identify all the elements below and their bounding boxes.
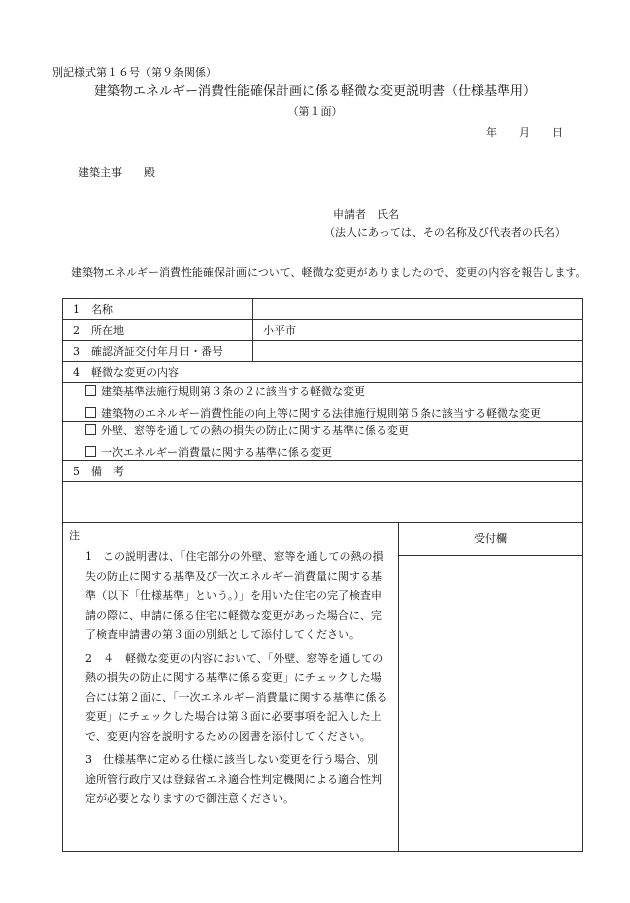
notes-header: 注 (69, 529, 80, 542)
table-row (63, 422, 583, 461)
note-item: 2 ４ 軽微な変更の内容において、「外壁、窓等を通しての熱の損失の防止に関する基準に係る変更」にチェックした場合には第２面に、「一次エネルギー消費量に関する基準に係る変更」にチェックした場合は第３面に必要事項を記入した上で、変更内容を説明するための図書を添付してください。 (85, 651, 388, 743)
check-item[interactable] (85, 422, 572, 438)
row-label-location: 2 所在地 (63, 320, 253, 341)
check-label: 建築物のエネルギー消費性能の向上等に関する法律施行規則第５条に該当する軽微な変更 (101, 407, 541, 420)
table-row (63, 362, 583, 383)
remarks-header: 5 備 考 (63, 461, 583, 482)
table-row (63, 341, 583, 362)
checkbox[interactable] (85, 424, 96, 435)
page-number: （第１面） (287, 105, 343, 118)
check-item[interactable] (85, 444, 572, 460)
document-title: 建築物エネルギー消費性能確保計画に係る軽微な変更説明書（仕様基準用） (93, 84, 536, 99)
check-label: 一次エネルギー消費量に関する基準に係る変更 (101, 446, 332, 459)
form-table (62, 298, 583, 852)
check-item[interactable] (85, 405, 572, 421)
change-content-header: 4 軽微な変更の内容 (63, 362, 583, 383)
table-row (63, 461, 583, 482)
intro-text: 建築物エネルギー消費性能確保計画について、軽微な変更がありましたので、変更の内容を報告します。 (71, 266, 587, 279)
applicant-note: （法人にあっては、その名称及び代表者の氏名） (324, 226, 566, 239)
table-row (63, 299, 583, 320)
notes-section (63, 523, 399, 852)
applicant-name-label: 申請者 氏名 (333, 208, 399, 221)
note-item: 3 仕様基準に定める仕様に該当しない変更を行う場合、別途所管行政庁又は登録省エネ適合性判定機関による適合性判定が必要となりますので御注意ください。 (85, 753, 382, 805)
row-label-name: 1 名称 (63, 299, 253, 320)
table-row (63, 482, 583, 523)
note-item: 1 この説明書は、「住宅部分の外壁、窓等を通しての熱の損失の防止に関する基準及び一次エネルギー消費量に関する基準（以下「仕様基準」という。）」を用いた住宅の完了検査申請の際に、申請に係る住宅に軽微な変更があった場合に、完了検査申請書の第３面の別紙として添付してください。 (85, 550, 384, 641)
date-field: 年 月 日 (486, 126, 563, 139)
checkbox[interactable] (85, 385, 96, 396)
checkbox[interactable] (85, 446, 96, 457)
row-label-certificate: 3 確認済証交付年月日・番号 (63, 341, 253, 362)
check-label: 建築基準法施行規則第３条の２に該当する軽微な変更 (101, 385, 365, 398)
addressee: 建築主事 殿 (78, 166, 155, 179)
receipt-section (399, 523, 583, 852)
certificate-value[interactable] (253, 341, 583, 362)
name-value[interactable] (253, 299, 583, 320)
table-row (63, 383, 583, 422)
table-row (63, 320, 583, 341)
check-label: 外壁、窓等を通しての熱の損失の防止に関する基準に係る変更 (101, 424, 409, 437)
check-item[interactable] (85, 383, 572, 399)
checkbox[interactable] (85, 407, 96, 418)
receipt-label: 受付欄 (399, 523, 582, 556)
remarks-value[interactable] (63, 482, 583, 523)
table-row (63, 523, 583, 852)
location-value[interactable]: 小平市 (253, 320, 583, 341)
form-id: 別記様式第１６号（第９条関係） (52, 66, 217, 79)
